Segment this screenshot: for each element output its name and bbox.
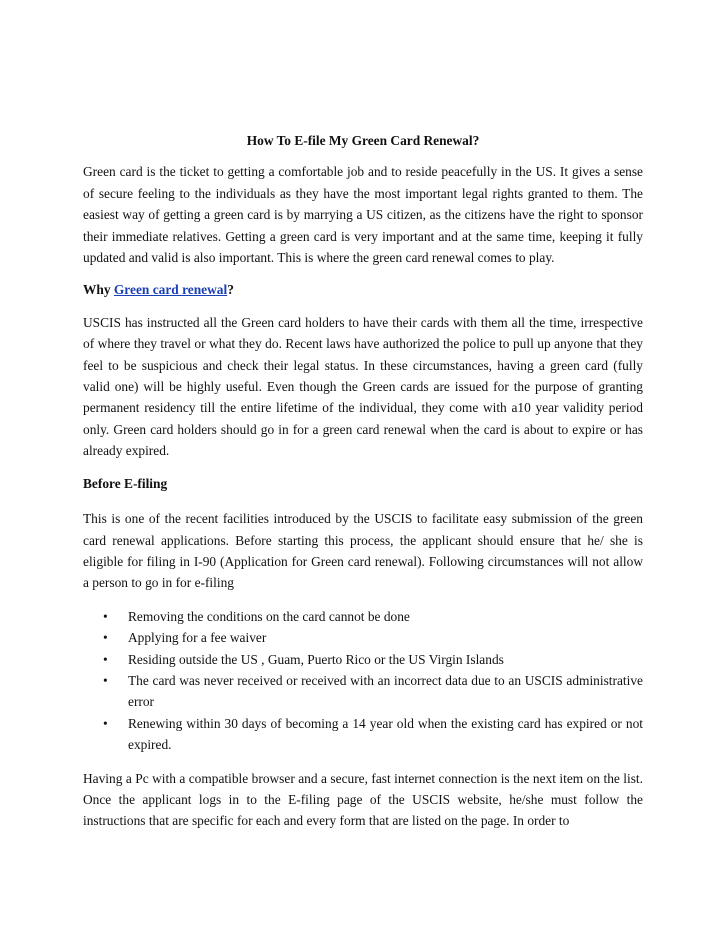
document-title: How To E-file My Green Card Renewal? bbox=[246, 133, 480, 148]
before-efiling-heading: Before E-filing bbox=[83, 475, 168, 491]
bullet-icon: • bbox=[103, 651, 108, 667]
list-item bbox=[83, 627, 643, 648]
bullet-icon: • bbox=[103, 630, 108, 646]
list-item bbox=[83, 649, 643, 670]
list-item-text: Renewing within 30 days of becoming a 14 year old when the existing card has expired or not expired. bbox=[128, 715, 643, 753]
bullet-icon: • bbox=[103, 608, 108, 624]
list-item bbox=[83, 713, 643, 756]
closing-paragraph: Having a Pc with a compatible browser and a secure, fast internet connection is the next item on the list. Once the applicant logs in to the E-filing page of the USCIS website, he/she must follow the instructions that are specific for each and every form that are listed on the page. In order to bbox=[83, 770, 643, 829]
list-item-text: Residing outside the US , Guam, Puerto Rico or the US Virgin Islands bbox=[128, 651, 504, 667]
intro-paragraph: Green card is the ticket to getting a comfortable job and to reside peacefully in the US. It gives a sense of secure feeling to the individuals as they have the most important legal rights granted to them. The easiest way of getting a green card is by marrying a US citizen, as the citizens have the right to sponsor their immediate relatives. Getting a green card is very important and at the same time, keeping it fully updated and valid is also important. This is where the green card renewal comes to play. bbox=[83, 164, 643, 266]
why-heading-suffix: ? bbox=[227, 282, 234, 298]
bullet-icon: • bbox=[103, 672, 108, 688]
list-item bbox=[83, 606, 643, 627]
document-page bbox=[83, 130, 643, 843]
list-item bbox=[83, 670, 643, 713]
why-heading-prefix: Why bbox=[83, 282, 114, 298]
list-item-text: Removing the conditions on the card cannot be done bbox=[128, 608, 410, 624]
bullet-icon: • bbox=[103, 715, 108, 731]
before-efiling-paragraph: This is one of the recent facilities introduced by the USCIS to facilitate easy submission of the green card renewal applications. Before starting this process, the applicant should ensure that he/ she is eligible for filing in I-90 (Application for Green card renewal). Following circumstances will not allow a person to go in for e-filing bbox=[83, 511, 643, 591]
why-paragraph: USCIS has instructed all the Green card holders to have their cards with them all the time, irrespective of where they travel or what they do. Recent laws have authorized the police to pull up anyone that they feel to be suspicious and check their legal status. In these circumstances, having a green card (fully valid one) will be highly useful. Even though the Green cards are issued for the purpose of granting permanent residency till the entire lifetime of the individual, they come with a10 year validity period only. Green card holders should go in for a green card renewal when the card is about to expire or has already expired. bbox=[83, 314, 643, 459]
list-item-text: Applying for a fee waiver bbox=[128, 630, 267, 646]
list-item-text: The card was never received or received with an incorrect data due to an USCIS administrative error bbox=[128, 672, 643, 710]
why-heading bbox=[83, 279, 643, 300]
ineligibility-list bbox=[83, 606, 643, 756]
green-card-renewal-link[interactable]: Green card renewal bbox=[113, 282, 228, 298]
